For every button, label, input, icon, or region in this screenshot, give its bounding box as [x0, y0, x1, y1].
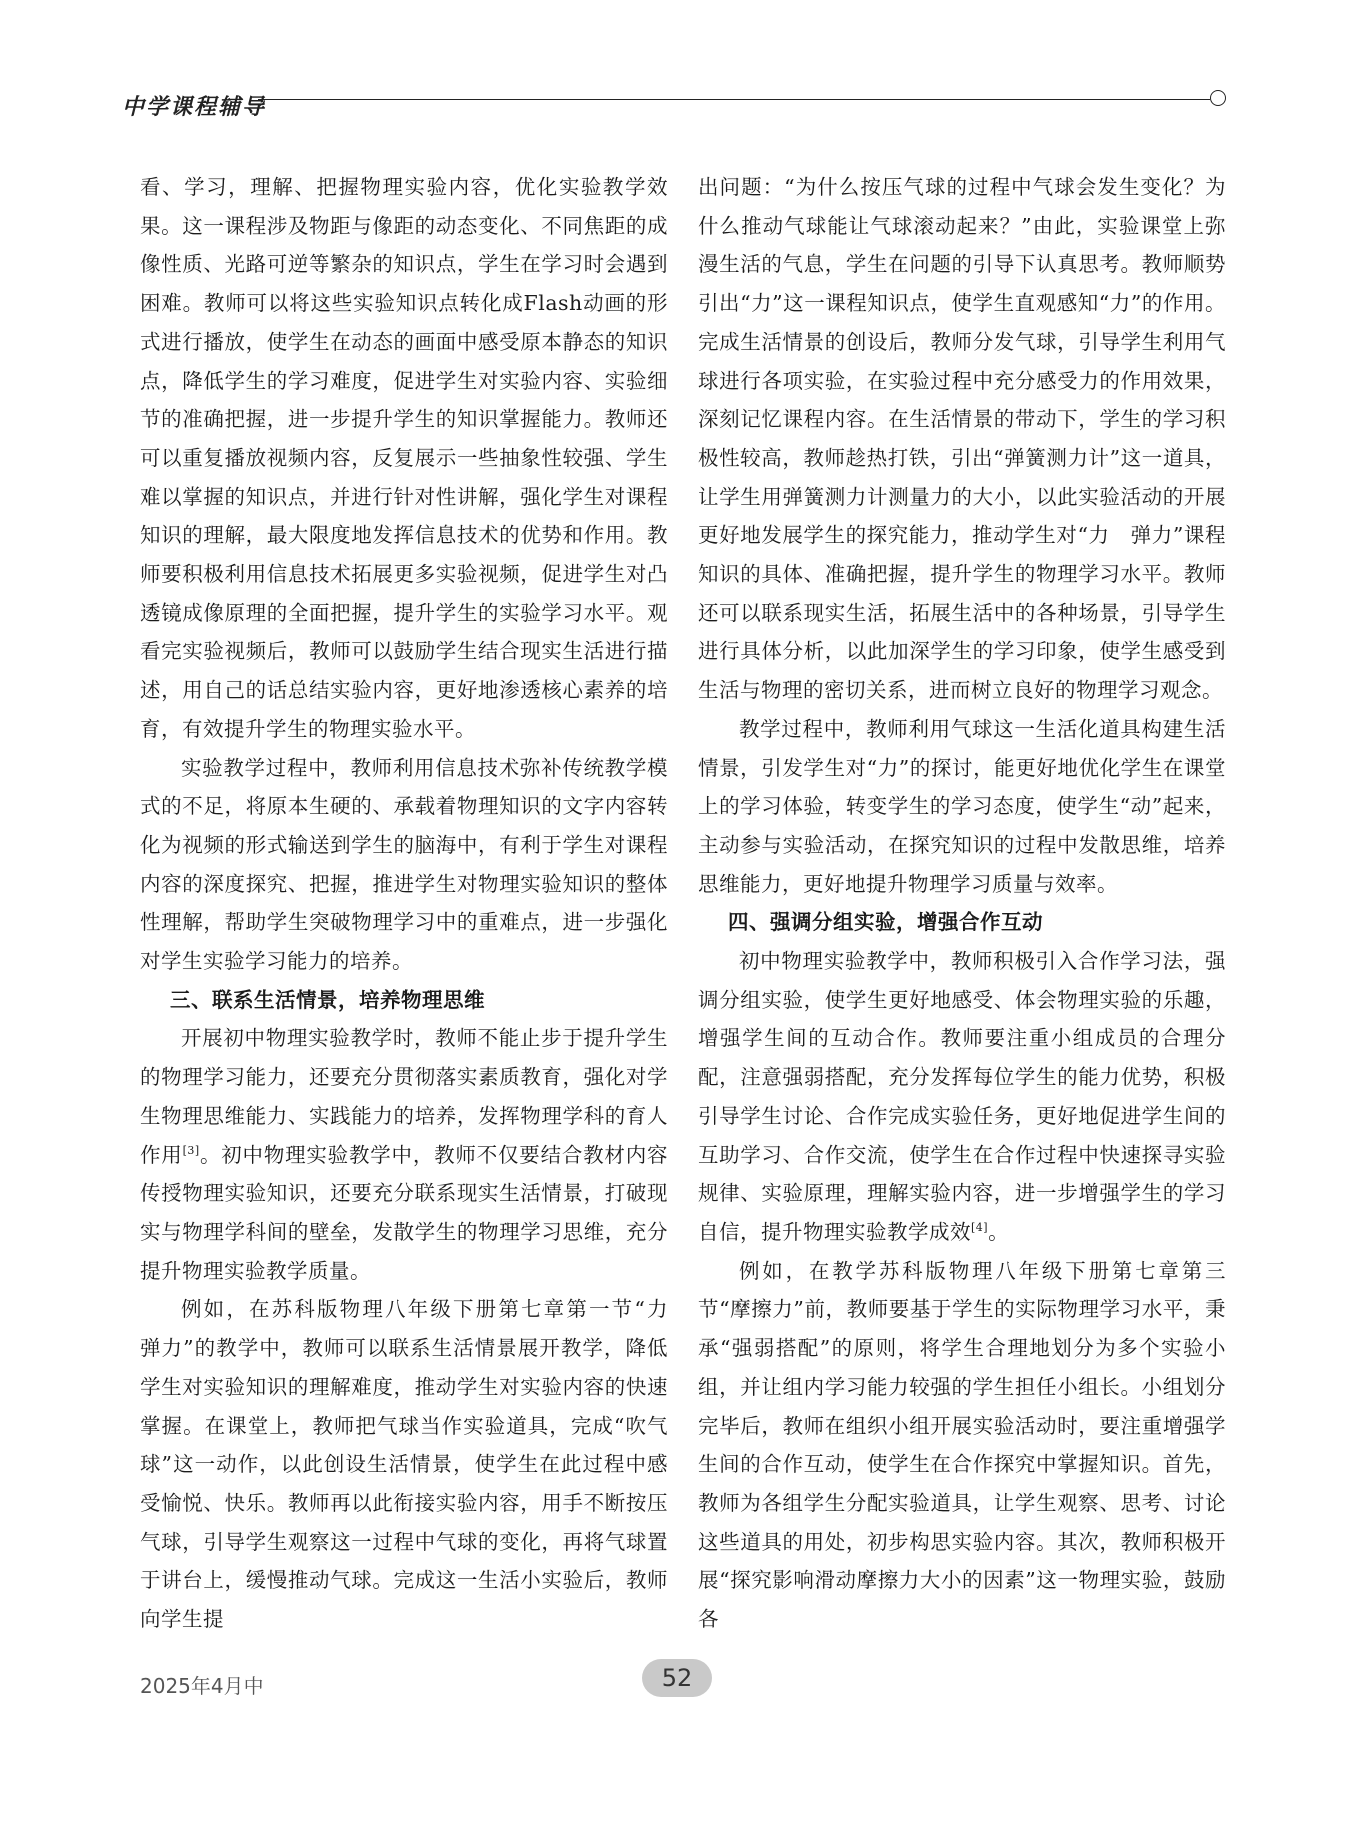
paragraph-text: 。初中物理实验教学中，教师不仅要结合教材内容传授物理实验知识，还要充分联系现实生活情景，打破现实与物理学科间的壁垒，发散学生的物理学习思维，充分提升物理实验教学质量。 — [140, 1142, 669, 1283]
section-heading-4: 四、强调分组实验，增强合作互动 — [728, 910, 1043, 935]
paragraph: 教学过程中，教师利用气球这一生活化道具构建生活情景，引发学生对“力”的探讨，能更好地优化学生在课堂上的学习体验，转变学生的学习态度，使学生“动”起来，主动参与实验活动，在探究知识的过程中发散思维，培养思维能力，更好地提升物理学习质量与效率。 — [698, 716, 1226, 896]
left-column — [140, 168, 689, 1639]
paragraph — [698, 942, 1226, 1252]
citation-ref: [3] — [182, 1143, 200, 1157]
journal-title: 中学课程辅导 — [122, 94, 267, 120]
paragraph: 出问题：“为什么按压气球的过程中气球会发生变化？为什么推动气球能让气球滚动起来？”由此，实验课堂上弥漫生活的气息，学生在问题的引导下认真思考。教师顺势引出“力”这一课程知识点，使学生直观感知“力”的作用。完成生活情景的创设后，教师分发气球，引导学生利用气球进行各项实验，在实验过程中充分感受力的作用效果，深刻记忆课程内容。在生活情景的带动下，学生的学习积极性较高，教师趁热打铁，引出“弹簧测力计”这一道具，让学生用弹簧测力计测量力的大小，以此实验活动的开展更好地发展学生的探究能力，推动学生对“力 弹力”课程知识的具体、准确把握，提升学生的物理学习水平。教师还可以联系现实生活，拓展生活中的各种场景，引导学生进行具体分析，以此加深学生的学习印象，使学生感受到生活与物理的密切关系，进而树立良好的物理学习观念。 — [698, 175, 1226, 703]
header-circle-ornament — [1210, 90, 1226, 106]
section-heading-3: 三、联系生活情景，培养物理思维 — [170, 987, 485, 1012]
paragraph-text: 开展初中物理实验教学时，教师不能止步于提升学生的物理学习能力，还要充分贯彻落实素质教育，强化对学生物理思维能力、实践能力的培养，发挥物理学科的育人作用 — [140, 1026, 668, 1167]
paragraph: 实验教学过程中，教师利用信息技术弥补传统教学模式的不足，将原本生硬的、承载着物理知识的文字内容转化为视频的形式输送到学生的脑海中，有利于学生对课程内容的深度探究、把握，推进学生对物理实验知识的整体性理解，帮助学生突破物理学习中的重难点，进一步强化对学生实验学习能力的培养。 — [140, 755, 668, 974]
paragraph — [140, 1019, 668, 1290]
paragraph-text: 。 — [988, 1219, 1010, 1244]
citation-ref: [4] — [971, 1221, 989, 1235]
paragraph: 例如，在苏科版物理八年级下册第七章第一节“力 弹力”的教学中，教师可以联系生活情景展开教学，降低学生对实验知识的理解难度，推动学生对实验内容的快速掌握。在课堂上，教师把气球当作实验道具，完成“吹气球”这一动作，以此创设生活情景，使学生在此过程中感受愉悦、快乐。教师再以此衔接实验内容，用手不断按压气球，引导学生观察这一过程中气球的变化，再将气球置于讲台上，缓慢推动气球。完成这一生活小实验后，教师向学生提 — [140, 1297, 689, 1632]
page-number-badge: 52 — [642, 1659, 712, 1697]
paragraph: 例如，在教学苏科版物理八年级下册第七章第三节“摩擦力”前，教师要基于学生的实际物理学习水平，秉承“强弱搭配”的原则，将学生合理地划分为多个实验小组，并让组内学习能力较强的学生担任小组长。小组划分完毕后，教师在组织小组开展实验活动时，要注重增强学生间的合作互动，使学生在合作探究中掌握知识。首先，教师为各组学生分配实验道具，让学生观察、思考、讨论这些道具的用处，初步构思实验内容。其次，教师积极开展“探究影响滑动摩擦力大小的因素”这一物理实验，鼓励各 — [698, 1258, 1226, 1632]
paragraph: 看、学习，理解、把握物理实验内容，优化实验教学效果。这一课程涉及物距与像距的动态变化、不同焦距的成像性质、光路可逆等繁杂的知识点，学生在学习时会遇到困难。教师可以将这些实验知识点转化成Flash动画的形式进行播放，使学生在动态的画面中感受原本静态的知识点，降低学生的学习难度，促进学生对实验内容、实验细节的准确把握，进一步提升学生的知识掌握能力。教师还可以重复播放视频内容，反复展示一些抽象性较强、学生难以掌握的知识点，并进行针对性讲解，强化学生对课程知识的理解，最大限度地发挥信息技术的优势和作用。教师要积极利用信息技术拓展更多实验视频，促进学生对凸透镜成像原理的全面把握，提升学生的实验学习水平。观看完实验视频后，教师可以鼓励学生结合现实生活进行描述，用自己的话总结实验内容，更好地渗透核心素养的培育，有效提升学生的物理实验水平。 — [140, 175, 668, 741]
paragraph-text: 初中物理实验教学中，教师积极引入合作学习法，强调分组实验，使学生更好地感受、体会物理实验的乐趣，增强学生间的互动合作。教师要注重小组成员的合理分配，注意强弱搭配，充分发挥每位学生的能力优势，积极引导学生讨论、合作完成实验任务，更好地促进学生间的互助学习、合作交流，使学生在合作过程中快速探寻实验规律、实验原理，理解实验内容，进一步增强学生的学习自信，提升物理实验教学成效 — [698, 949, 1226, 1244]
right-column — [698, 168, 1226, 1639]
header-rule — [258, 99, 1210, 100]
issue-date: 2025年4月中 — [140, 1674, 264, 1698]
